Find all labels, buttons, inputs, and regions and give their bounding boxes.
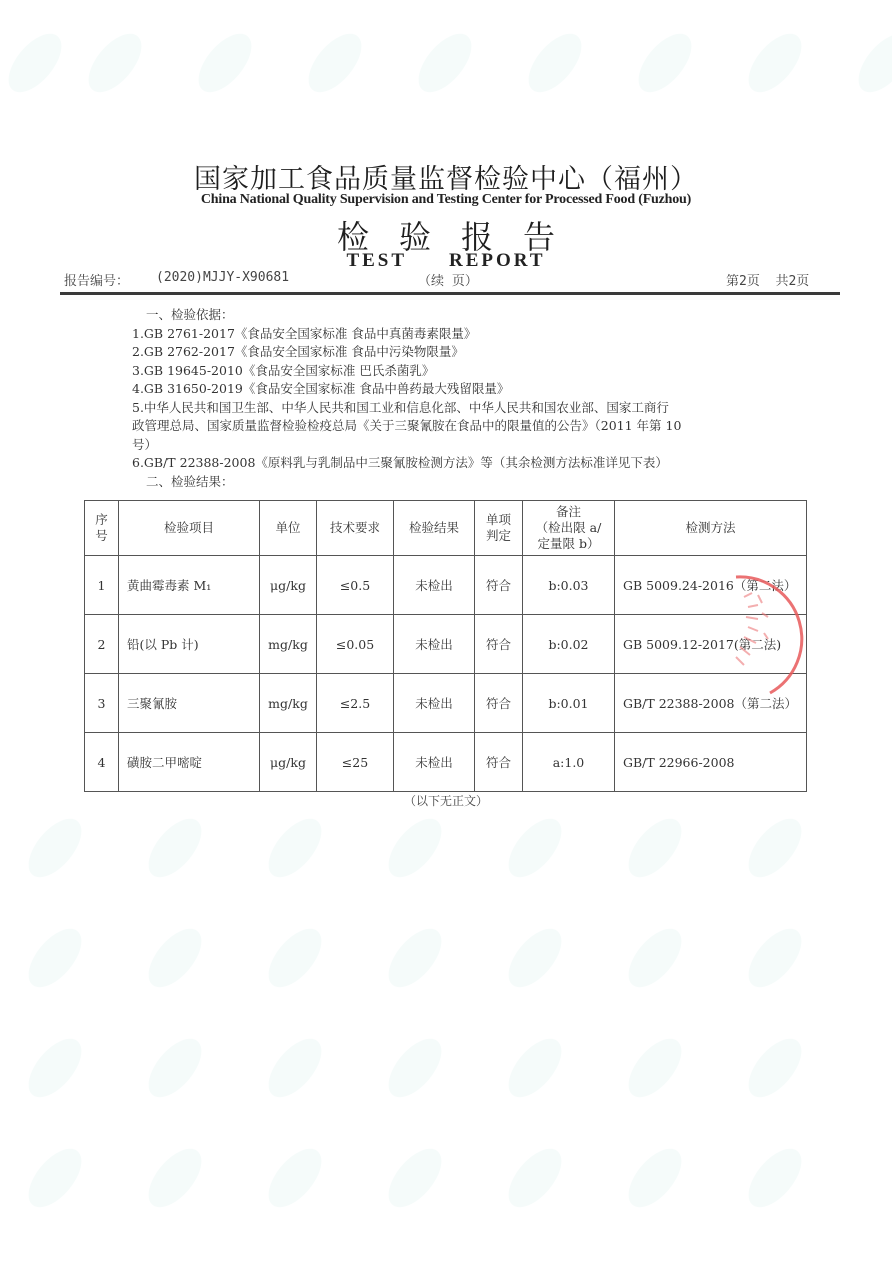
page-info: 第2页 共2页	[726, 274, 810, 289]
official-seal-icon	[718, 575, 828, 695]
col-header-item: 检验项目	[119, 501, 260, 556]
basis-item: 政管理总局、国家质量监督检验检疫总局《关于三聚氰胺在食品中的限量值的公告》（2011 年第 10	[132, 418, 682, 433]
cell-judgment: 符合	[475, 674, 523, 733]
table-header-row	[85, 501, 807, 556]
table-row	[85, 615, 807, 674]
col-header-unit: 单位	[260, 501, 317, 556]
cell-item: 铅(以 Pb 计)	[119, 615, 260, 674]
cell-item: 磺胺二甲嘧啶	[119, 733, 260, 792]
cell-requirement: ≤0.05	[317, 615, 394, 674]
cell-result: 未检出	[394, 733, 475, 792]
header-divider	[60, 292, 840, 295]
report-number: (2020)MJJY-X90681	[156, 270, 290, 285]
remark-header-line: 备注	[555, 504, 581, 519]
institution-name-en: China National Quality Supervision and Testing Center for Processed Food (Fuzhou)	[200, 192, 692, 207]
report-title-en-report: REPORT	[449, 250, 546, 271]
cell-method: GB 5009.12-2017(第二法)	[615, 615, 807, 674]
cell-no: 2	[85, 615, 119, 674]
cell-remark: b:0.03	[523, 556, 615, 615]
basis-heading: 一、检验依据：	[146, 307, 234, 322]
cell-unit: mg/kg	[260, 674, 317, 733]
cell-unit: μg/kg	[260, 733, 317, 792]
table-row	[85, 674, 807, 733]
cell-remark: a:1.0	[523, 733, 615, 792]
cell-method: GB/T 22966-2008	[615, 733, 807, 792]
cell-result: 未检出	[394, 615, 475, 674]
report-title-en	[0, 250, 892, 272]
results-heading: 二、检验结果：	[146, 473, 234, 489]
results-table	[84, 500, 807, 792]
cell-remark: b:0.01	[523, 674, 615, 733]
continued-page-label: （续 页）	[418, 274, 478, 289]
basis-item: 4.GB 31650-2019《食品安全国家标准 食品中兽药最大残留限量》	[132, 381, 510, 396]
basis-item: 6.GB/T 22388-2008《原料乳与乳制品中三聚氰胺检测方法》等（其余检测方法标准详见下表）	[132, 455, 668, 470]
cell-requirement: ≤0.5	[317, 556, 394, 615]
report-number-label: 报告编号：	[64, 274, 130, 289]
basis-item: 1.GB 2761-2017《食品安全国家标准 食品中真菌毒素限量》	[132, 325, 477, 341]
basis-item: 3.GB 19645-2010《食品安全国家标准 巴氏杀菌乳》	[132, 362, 435, 378]
cell-remark: b:0.02	[523, 615, 615, 674]
cell-no: 3	[85, 674, 119, 733]
report-title-cn: 检验报告	[336, 218, 585, 256]
remark-header-line: （检出限 a/	[535, 520, 602, 535]
col-header-remark	[523, 501, 615, 556]
cell-requirement: ≤2.5	[317, 674, 394, 733]
cell-judgment: 符合	[475, 733, 523, 792]
col-header-result: 检验结果	[394, 501, 475, 556]
col-header-method: 检测方法	[615, 501, 807, 556]
basis-item: 2.GB 2762-2017《食品安全国家标准 食品中污染物限量》	[132, 344, 464, 359]
inspection-basis	[132, 306, 681, 491]
cell-judgment: 符合	[475, 615, 523, 674]
col-header-judgment: 单项判定	[475, 501, 523, 556]
remark-header-line: 定量限 b）	[537, 536, 600, 551]
cell-item: 黄曲霉毒素 M₁	[119, 556, 260, 615]
cell-result: 未检出	[394, 674, 475, 733]
cell-no: 4	[85, 733, 119, 792]
cell-judgment: 符合	[475, 556, 523, 615]
end-of-text-note: （以下无正文）	[403, 794, 488, 808]
table-row	[85, 733, 807, 792]
col-header-no: 序号	[85, 501, 119, 556]
cell-no: 1	[85, 556, 119, 615]
report-title-en-test: TEST	[346, 250, 408, 271]
table-row	[85, 556, 807, 615]
cell-method: GB 5009.24-2016（第二法）	[615, 556, 807, 615]
cell-unit: μg/kg	[260, 556, 317, 615]
institution-name-cn: 国家加工食品质量监督检验中心（福州）	[194, 164, 698, 195]
cell-method: GB/T 22388-2008（第二法）	[615, 674, 807, 733]
cell-item: 三聚氰胺	[119, 674, 260, 733]
basis-item: 号）	[132, 436, 158, 452]
cell-result: 未检出	[394, 556, 475, 615]
col-header-requirement: 技术要求	[317, 501, 394, 556]
basis-item: 5.中华人民共和国卫生部、中华人民共和国工业和信息化部、中华人民共和国农业部、国家工商行	[132, 399, 669, 415]
cell-requirement: ≤25	[317, 733, 394, 792]
cell-unit: mg/kg	[260, 615, 317, 674]
